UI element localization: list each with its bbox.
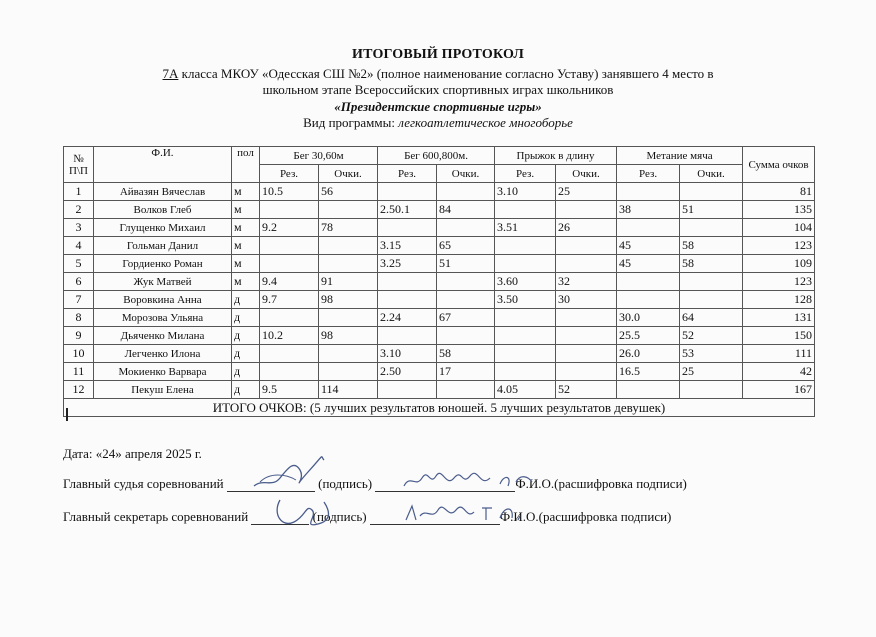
- row-sum: 131: [743, 309, 815, 327]
- cell-points: [319, 255, 378, 273]
- cell-result: 2.50: [378, 363, 437, 381]
- row-sex: д: [232, 345, 260, 363]
- secretary-signature-scribble: [272, 494, 332, 532]
- judge-fio-handwriting: [400, 466, 540, 494]
- row-sum: 150: [743, 327, 815, 345]
- row-sex: д: [232, 381, 260, 399]
- document-date: Дата: «24» апреля 2025 г.: [63, 446, 202, 461]
- judge-signature-line: [63, 476, 687, 492]
- secretary-label: Главный секретарь соревнований: [63, 509, 252, 524]
- cell-points: [556, 345, 617, 363]
- col-sex: пол: [232, 147, 260, 183]
- cell-points: 17: [437, 363, 495, 381]
- document-title: ИТОГОВЫЙ ПРОТОКОЛ: [352, 47, 524, 62]
- cell-result: 9.2: [260, 219, 319, 237]
- cell-result: 10.2: [260, 327, 319, 345]
- cell-result: [378, 273, 437, 291]
- row-fio: Легченко Илона: [94, 345, 232, 363]
- cell-result: 3.10: [495, 183, 556, 201]
- col-event-run-short: Бег 30,60м: [260, 147, 378, 165]
- row-fio: Пекуш Елена: [94, 381, 232, 399]
- sub-pts: Очки.: [556, 165, 617, 183]
- cell-points: [437, 381, 495, 399]
- cell-result: 9.5: [260, 381, 319, 399]
- row-sum: 128: [743, 291, 815, 309]
- row-fio: Волков Глеб: [94, 201, 232, 219]
- table-row: [64, 237, 815, 255]
- secretary-fio-label: Ф.И.О.(расшифровка подписи): [499, 509, 672, 524]
- cell-points: [680, 273, 743, 291]
- secretary-signature-line: [63, 509, 671, 525]
- cell-result: 3.50: [495, 291, 556, 309]
- secretary-sign-label: (подпись): [312, 509, 367, 524]
- table-row: [64, 291, 815, 309]
- cell-result: [617, 381, 680, 399]
- row-sex: м: [232, 219, 260, 237]
- row-fio: Воровкина Анна: [94, 291, 232, 309]
- row-fio: Гольман Данил: [94, 237, 232, 255]
- row-sex: д: [232, 363, 260, 381]
- sub-pts: Очки.: [319, 165, 378, 183]
- cell-points: 98: [319, 327, 378, 345]
- row-fio: Жук Матвей: [94, 273, 232, 291]
- cell-points: 58: [680, 255, 743, 273]
- row-number: 1: [64, 183, 94, 201]
- table-row: [64, 255, 815, 273]
- row-fio: Дьяченко Милана: [94, 327, 232, 345]
- cell-result: 3.10: [378, 345, 437, 363]
- sub-pts: Очки.: [437, 165, 495, 183]
- cell-result: 25.5: [617, 327, 680, 345]
- cell-points: 51: [680, 201, 743, 219]
- cell-result: [495, 237, 556, 255]
- row-number: 7: [64, 291, 94, 309]
- results-table: [63, 146, 815, 417]
- row-fio: Гордиенко Роман: [94, 255, 232, 273]
- row-fio: Морозова Ульяна: [94, 309, 232, 327]
- cell-points: [556, 201, 617, 219]
- cell-result: [260, 201, 319, 219]
- cell-result: 45: [617, 255, 680, 273]
- cell-result: 9.7: [260, 291, 319, 309]
- row-sex: м: [232, 183, 260, 201]
- col-fio: Ф.И.: [94, 147, 232, 183]
- cell-result: [378, 183, 437, 201]
- row-sex: м: [232, 201, 260, 219]
- sub-res: Рез.: [617, 165, 680, 183]
- judge-sign-label: (подпись): [318, 476, 373, 491]
- row-number: 8: [64, 309, 94, 327]
- table-row: [64, 345, 815, 363]
- cell-points: 58: [680, 237, 743, 255]
- row-number: 9: [64, 327, 94, 345]
- cell-result: [260, 255, 319, 273]
- cell-points: 32: [556, 273, 617, 291]
- row-fio: Глущенко Михаил: [94, 219, 232, 237]
- row-sex: д: [232, 309, 260, 327]
- cell-result: [495, 363, 556, 381]
- program-value: легкоатлетическое многоборье: [398, 115, 573, 130]
- row-sex: м: [232, 255, 260, 273]
- cell-points: 64: [680, 309, 743, 327]
- row-sex: м: [232, 237, 260, 255]
- cell-points: [437, 273, 495, 291]
- row-sum: 123: [743, 237, 815, 255]
- cell-result: [617, 219, 680, 237]
- cell-result: [260, 345, 319, 363]
- cell-result: [495, 309, 556, 327]
- row-number: 10: [64, 345, 94, 363]
- cell-result: [378, 327, 437, 345]
- class-name: 7А: [162, 66, 179, 81]
- cell-points: 67: [437, 309, 495, 327]
- cell-result: [495, 345, 556, 363]
- secretary-fio-handwriting: [402, 500, 532, 528]
- cell-result: 3.15: [378, 237, 437, 255]
- sub-pts: Очки.: [680, 165, 743, 183]
- table-row: [64, 201, 815, 219]
- row-number: 4: [64, 237, 94, 255]
- cell-points: 52: [680, 327, 743, 345]
- cell-points: [437, 219, 495, 237]
- cell-points: [319, 345, 378, 363]
- cell-points: [319, 363, 378, 381]
- competition-name: «Президентские спортивные игры»: [334, 99, 542, 114]
- row-fio: Мокиенко Варвара: [94, 363, 232, 381]
- cell-points: 30: [556, 291, 617, 309]
- cell-result: 16.5: [617, 363, 680, 381]
- cell-points: [319, 309, 378, 327]
- col-number: № П\П: [64, 147, 94, 183]
- cell-result: 45: [617, 237, 680, 255]
- cell-points: 51: [437, 255, 495, 273]
- cell-points: [437, 291, 495, 309]
- judge-label: Главный судья соревнований: [63, 476, 227, 491]
- cell-points: 52: [556, 381, 617, 399]
- sub-res: Рез.: [495, 165, 556, 183]
- judge-signature-scribble: [250, 452, 330, 494]
- total-row: [64, 399, 815, 417]
- cell-points: [437, 183, 495, 201]
- cell-points: [556, 363, 617, 381]
- cell-result: 2.50.1: [378, 201, 437, 219]
- table-row: [64, 381, 815, 399]
- row-number: 12: [64, 381, 94, 399]
- row-sex: д: [232, 291, 260, 309]
- cell-points: 98: [319, 291, 378, 309]
- cell-result: 10.5: [260, 183, 319, 201]
- cell-result: 3.60: [495, 273, 556, 291]
- row-number: 11: [64, 363, 94, 381]
- program-line: [0, 115, 876, 131]
- sub-res: Рез.: [260, 165, 319, 183]
- table-row: [64, 327, 815, 345]
- cell-points: [556, 327, 617, 345]
- col-event-long-jump: Прыжок в длину: [495, 147, 617, 165]
- cell-points: 56: [319, 183, 378, 201]
- row-number: 2: [64, 201, 94, 219]
- header-stage-line: школьном этапе Всероссийских спортивных играх школьников: [262, 82, 614, 97]
- table-header-row: [64, 147, 815, 165]
- header-line1-text: класса МКОУ «Одесская СШ №2» (полное наименование согласно Уставу) занявшего 4 место в: [178, 66, 714, 81]
- cell-result: [260, 309, 319, 327]
- cell-points: 84: [437, 201, 495, 219]
- total-points-label: ИТОГО ОЧКОВ: (5 лучших результатов юношей. 5 лучших результатов девушек): [64, 399, 815, 417]
- cell-points: 114: [319, 381, 378, 399]
- row-number: 3: [64, 219, 94, 237]
- row-fio: Айвазян Вячеслав: [94, 183, 232, 201]
- cell-result: 3.25: [378, 255, 437, 273]
- cell-result: [495, 201, 556, 219]
- margin-mark: [66, 408, 68, 421]
- table-row: [64, 183, 815, 201]
- cell-points: 78: [319, 219, 378, 237]
- header-class-line: [0, 66, 876, 82]
- cell-points: [319, 201, 378, 219]
- cell-points: [556, 237, 617, 255]
- row-sum: 135: [743, 201, 815, 219]
- cell-points: 53: [680, 345, 743, 363]
- cell-result: 2.24: [378, 309, 437, 327]
- cell-result: [260, 363, 319, 381]
- col-event-run-long: Бег 600,800м.: [378, 147, 495, 165]
- table-body: [64, 183, 815, 399]
- cell-points: [680, 219, 743, 237]
- cell-result: 9.4: [260, 273, 319, 291]
- cell-result: 4.05: [495, 381, 556, 399]
- row-sum: 111: [743, 345, 815, 363]
- row-sum: 81: [743, 183, 815, 201]
- row-sum: 167: [743, 381, 815, 399]
- cell-points: 26: [556, 219, 617, 237]
- cell-result: [617, 291, 680, 309]
- cell-result: 26.0: [617, 345, 680, 363]
- col-sum: Сумма очков: [743, 147, 815, 183]
- cell-points: [680, 381, 743, 399]
- row-sum: 104: [743, 219, 815, 237]
- cell-points: 25: [556, 183, 617, 201]
- cell-result: [378, 219, 437, 237]
- row-sum: 123: [743, 273, 815, 291]
- col-event-ball-throw: Метание мяча: [617, 147, 743, 165]
- sub-res: Рез.: [378, 165, 437, 183]
- cell-points: 65: [437, 237, 495, 255]
- cell-points: [437, 327, 495, 345]
- table-row: [64, 219, 815, 237]
- cell-points: [556, 255, 617, 273]
- row-sum: 42: [743, 363, 815, 381]
- cell-result: 3.51: [495, 219, 556, 237]
- row-sex: д: [232, 327, 260, 345]
- cell-points: [319, 237, 378, 255]
- cell-result: [617, 183, 680, 201]
- cell-result: [495, 255, 556, 273]
- row-number: 5: [64, 255, 94, 273]
- cell-points: [680, 183, 743, 201]
- cell-result: [260, 237, 319, 255]
- row-number: 6: [64, 273, 94, 291]
- cell-result: [378, 291, 437, 309]
- cell-result: 38: [617, 201, 680, 219]
- table-row: [64, 273, 815, 291]
- cell-points: 58: [437, 345, 495, 363]
- cell-points: 91: [319, 273, 378, 291]
- row-sex: м: [232, 273, 260, 291]
- row-sum: 109: [743, 255, 815, 273]
- cell-result: [617, 273, 680, 291]
- program-label: Вид программы:: [303, 115, 399, 130]
- judge-fio-label: Ф.И.О.(расшифровка подписи): [515, 476, 687, 491]
- cell-result: [495, 327, 556, 345]
- table-row: [64, 363, 815, 381]
- cell-points: 25: [680, 363, 743, 381]
- cell-result: [378, 381, 437, 399]
- cell-points: [680, 291, 743, 309]
- table-row: [64, 309, 815, 327]
- cell-points: [556, 309, 617, 327]
- cell-result: 30.0: [617, 309, 680, 327]
